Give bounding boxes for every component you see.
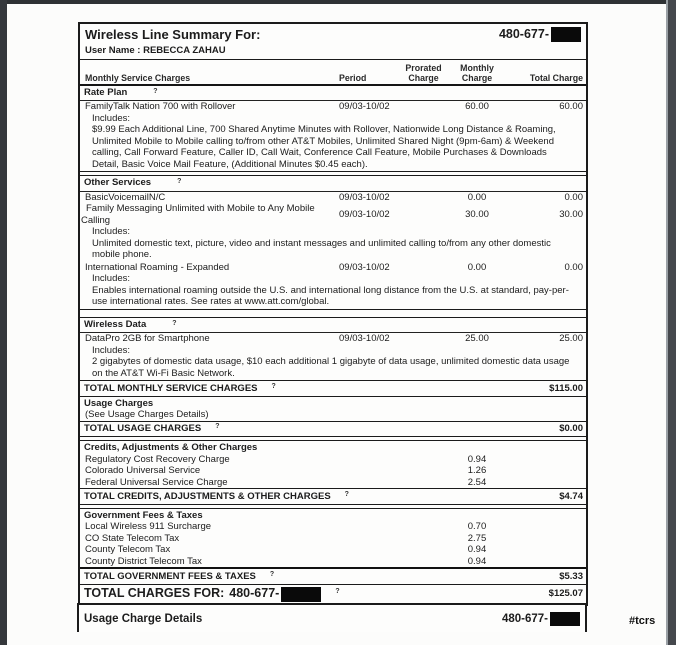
table-row (80, 544, 586, 556)
charge-name: Colorado Universal Service (85, 465, 201, 476)
section-rate-plan (80, 86, 586, 172)
phone-number (499, 27, 581, 42)
includes-label: Includes: (92, 112, 131, 124)
redacted-phone-suffix (551, 27, 581, 42)
service-period: 09/03-10/02 (339, 261, 390, 273)
includes-label: Includes: (92, 344, 131, 356)
service-name: Family Messaging Unlimited with Mobile to Any Mobile Calling (81, 203, 315, 226)
charge-name: Local Wireless 911 Surcharge (85, 521, 212, 532)
charge-amount: 0.94 (467, 453, 487, 465)
total-government-row (80, 567, 586, 585)
includes-text: 2 gigabytes of domestic data usage, $10 each additional 1 gigabyte of data usage, unlimited domestic data usage on the AT&T Wi-Fi Basic Network. (92, 356, 570, 379)
total-government-value: $5.33 (559, 570, 583, 582)
total-charge: 25.00 (559, 333, 583, 344)
table-row (80, 454, 586, 466)
col-service: Monthly Service Charges (85, 73, 191, 83)
charge-name: Federal Universal Service Charge (85, 476, 228, 488)
usage-charges-note: (See Usage Charges Details) (85, 409, 209, 420)
total-charges-row (80, 585, 586, 604)
charge-amount: 0.94 (467, 555, 487, 567)
footnote-marker: ? (177, 178, 182, 185)
bill-title: Wireless Line Summary For: (85, 26, 261, 42)
other-services-heading: Other Services ? (80, 176, 586, 192)
monthly-charge: 25.00 (465, 333, 489, 344)
charge-name: Regulatory Cost Recovery Charge (85, 453, 230, 465)
footnote-marker: ? (172, 319, 177, 327)
footnote-marker: ? (335, 588, 340, 596)
footnote-marker: ? (215, 423, 220, 430)
table-row (80, 465, 586, 477)
bill-header (80, 24, 586, 59)
charge-amount: 2.54 (467, 476, 487, 488)
table-row (80, 556, 586, 568)
government-heading: Government Fees & Taxes (84, 509, 203, 521)
usage-charge-details-box (77, 603, 587, 632)
service-period: 09/03-10/02 (339, 191, 390, 203)
footnote-marker: ? (344, 490, 349, 498)
phone-number (502, 612, 580, 626)
footnote-marker: ? (271, 382, 276, 390)
total-charge: 0.00 (564, 191, 583, 203)
redacted-phone-suffix (281, 587, 321, 602)
usage-details-title: Usage Charge Details (84, 612, 203, 625)
phone-prefix: 480-677- (229, 586, 280, 601)
includes-text: $9.99 Each Additional Line, 700 Shared Anytime Minutes with Rollover, Nationwide Long Distance & Roaming, Unlimited Mobile to Mobile calling to/from other AT&T Mobiles, Unlimited Shared Night (9pm-6am) & Weekend calling, Call Forward Feature, Caller ID, Call Wait, Conference Call Feature, Mobile Purchases & Downloads Detail, Basic Voice Mail Feature, (Additional Minutes $0.45 each). (92, 124, 556, 170)
total-monthly-label: TOTAL MONTHLY SERVICE CHARGES (84, 382, 258, 394)
service-name: BasicVoicemailN/C (85, 191, 166, 203)
section-credits (80, 440, 586, 488)
service-name: International Roaming - Expanded (85, 261, 230, 273)
col-period: Period (339, 73, 367, 83)
includes-label: Includes: (92, 273, 131, 284)
table-row (80, 203, 586, 226)
total-charge: 60.00 (559, 101, 583, 112)
tcrs-tag: #tcrs (629, 615, 656, 627)
usage-charges-heading: Usage Charges (84, 397, 154, 409)
section-wireless-data (80, 317, 586, 381)
table-row (80, 101, 586, 113)
charge-name: County District Telecom Tax (85, 555, 202, 567)
total-government-label: TOTAL GOVERNMENT FEES & TAXES (84, 570, 256, 582)
charge-name: CO State Telecom Tax (85, 532, 180, 544)
total-charges-value: $125.07 (548, 588, 583, 600)
footnote-marker: ? (153, 87, 158, 95)
phone-prefix: 480-677- (501, 612, 548, 625)
total-credits-value: $4.74 (559, 490, 583, 502)
total-credits-row (80, 488, 586, 505)
charge-amount: 0.94 (467, 544, 487, 555)
footnote-marker: ? (269, 570, 275, 578)
section-usage-charges (80, 397, 586, 421)
includes-text: Unlimited domestic text, picture, video and instant messages and unlimited calling to/from any other domestic mobile phone. (92, 237, 551, 260)
user-name: User Name : REBECCA ZAHAU (85, 45, 226, 56)
table-row (80, 533, 586, 545)
section-government (80, 508, 586, 568)
service-name: FamilyTalk Nation 700 with Rollover (85, 101, 236, 112)
table-row (80, 192, 586, 204)
phone-prefix: 480-677- (498, 26, 549, 41)
scan-edge-left (0, 0, 7, 645)
charge-amount: 1.26 (467, 465, 487, 476)
wireless-data-heading: Wireless Data ? (80, 318, 586, 334)
charge-amount: 0.70 (467, 521, 487, 532)
includes-label: Includes: (92, 226, 131, 237)
monthly-charge: 0.00 (467, 261, 487, 273)
total-usage-row (80, 421, 586, 438)
col-monthly-charge: Monthly Charge (460, 62, 494, 83)
scan-edge-right (666, 0, 676, 645)
total-monthly-row (80, 380, 586, 397)
credits-heading: Credits, Adjustments & Other Charges (84, 442, 258, 453)
redacted-phone-suffix (550, 612, 580, 626)
total-usage-label: TOTAL USAGE CHARGES (84, 423, 202, 434)
total-charge: 0.00 (564, 261, 583, 273)
col-total-charge: Total Charge (529, 73, 583, 83)
monthly-charge: 60.00 (465, 101, 489, 112)
column-headers (80, 59, 586, 86)
wireless-line-summary-box (78, 22, 588, 606)
service-period: 09/03-10/02 (339, 333, 390, 344)
table-row (80, 333, 586, 345)
scan-edge-top (0, 0, 676, 4)
table-row (80, 262, 586, 274)
service-name: DataPro 2GB for Smartphone (85, 333, 210, 344)
rate-plan-heading: Rate Plan ? (80, 86, 586, 102)
table-row (80, 521, 586, 533)
service-period: 09/03-10/02 (339, 101, 390, 112)
total-charge: 30.00 (559, 208, 583, 220)
total-credits-label: TOTAL CREDITS, ADJUSTMENTS & OTHER CHARGES (84, 490, 331, 502)
total-usage-value: $0.00 (559, 423, 583, 434)
col-prorated-charge: Prorated Charge (405, 62, 442, 83)
section-other-services (80, 175, 586, 309)
charge-name: County Telecom Tax (85, 544, 171, 555)
table-row (80, 477, 586, 489)
total-monthly-value: $115.00 (549, 382, 583, 394)
monthly-charge: 0.00 (467, 191, 487, 203)
total-charges-label: TOTAL CHARGES FOR: (84, 586, 225, 601)
charge-amount: 2.75 (467, 532, 487, 544)
service-period: 09/03-10/02 (339, 208, 390, 220)
monthly-charge: 30.00 (465, 208, 489, 220)
includes-text: Enables international roaming outside the U.S. and international long distance from the U.S. at standard, pay-per-use international rates. See rates at www.att.com/global. (92, 284, 569, 307)
